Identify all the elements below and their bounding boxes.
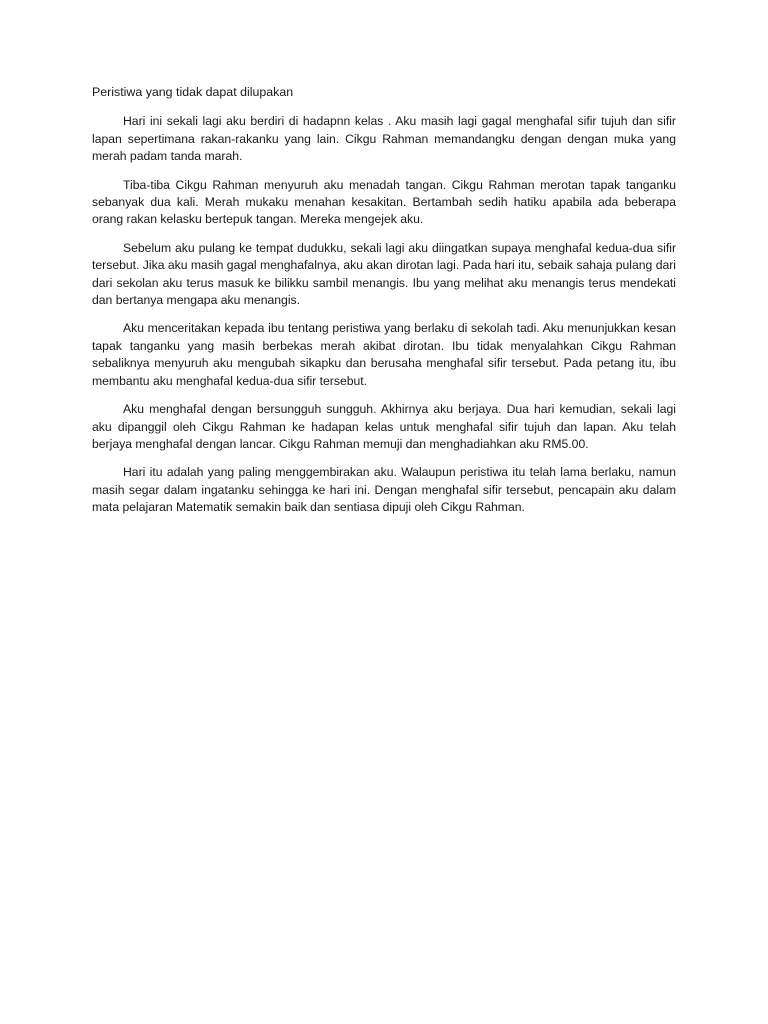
paragraph-2: Tiba-tiba Cikgu Rahman menyuruh aku menadah tangan. Cikgu Rahman merotan tapak tanganku sebanyak dua kali. Merah mukaku menahan kesakitan. Bertambah sedih hatiku apabila ada beberapa orang rakan kelasku bertepuk tangan. Mereka mengejek aku. [92, 177, 676, 227]
paragraph-3: Sebelum aku pulang ke tempat dudukku, sekali lagi aku diingatkan supaya menghafal kedua-dua sifir tersebut. Jika aku masih gagal menghafalnya, aku akan dirotan lagi. Pada hari itu, sebaik sahaja pulang dari dari sekolan aku terus masuk ke bilikku sambil menangis. Ibu yang melihat aku menangis terus mendekati dan bertanya mengapa aku menangis. [92, 240, 677, 308]
paragraph-1: Hari ini sekali lagi aku berdiri di hadapnn kelas . Aku masih lagi gagal menghafal sifir tujuh dan sifir lapan sepertimana rakan-rakanku yang lain. Cikgu Rahman memandangku dengan dengan muka yang merah padam tanda marah. [92, 114, 676, 164]
paragraph-4: Aku menceritakan kepada ibu tentang peristiwa yang berlaku di sekolah tadi. Aku menunjukkan kesan tapak tanganku yang masih berbekas merah akibat dirotan. Ibu tidak menyalahkan Cikgu Rahman sebaliknya menyuruh aku mengubah sikapku dan berusaha menghafal sifir tersebut. Pada petang itu, ibu membantu aku menghafal kedua-dua sifir tersebut. [92, 321, 676, 388]
document-page [92, 84, 676, 528]
document-title: Peristiwa yang tidak dapat dilupakan [92, 85, 294, 99]
paragraph-5: Aku menghafal dengan bersungguh sungguh. Akhirnya aku berjaya. Dua hari kemudian, sekali lagi aku dipanggil oleh Cikgu Rahman ke hadapan kelas untuk menghafal sifir tujuh dan lapan. Aku telah berjaya menghafal dengan lancar. Cikgu Rahman memuji dan menghadiahkan aku RM5.00. [92, 402, 676, 451]
paragraph-6: Hari itu adalah yang paling menggembirakan aku. Walaupun peristiwa itu telah lama berlaku, namun masih segar dalam ingatanku sehingga ke hari ini. Dengan menghafal sifir tersebut, pencapain aku dalam mata pelajaran Matematik semakin baik dan sentiasa dipuji oleh Cikgu Rahman. [92, 465, 676, 515]
